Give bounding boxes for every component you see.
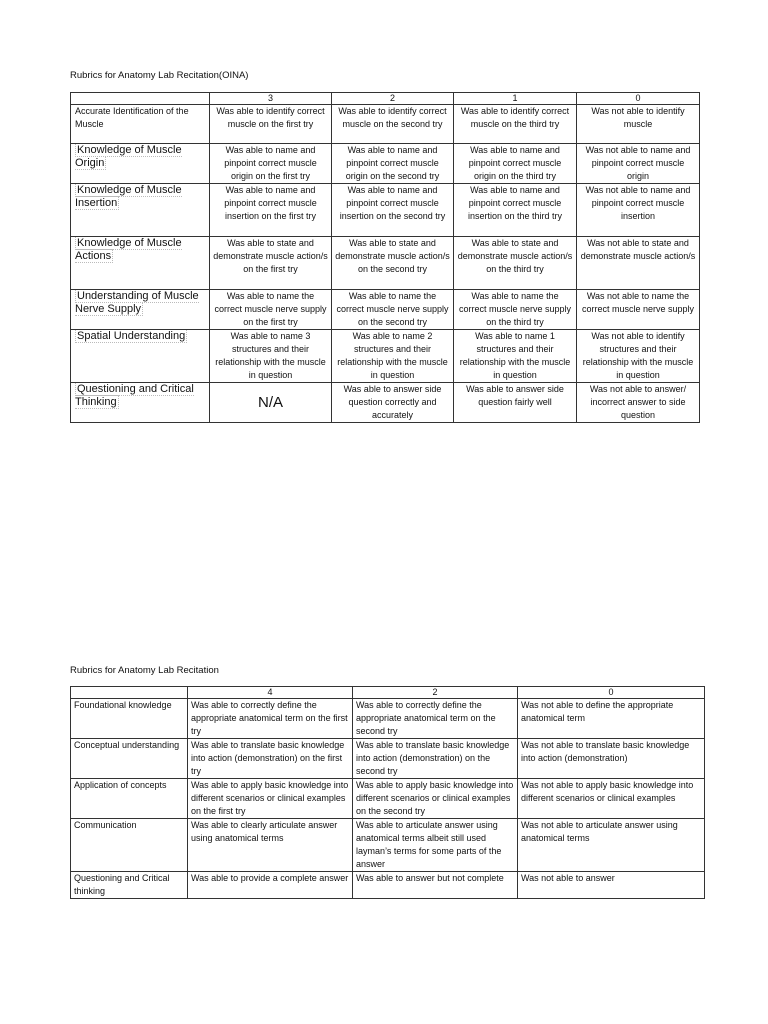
criterion-cell: Questioning and Critical thinking [71, 872, 188, 899]
descriptor-cell: Was not able to name and pinpoint correct muscle insertion [577, 184, 700, 237]
rubric1-header-criterion [71, 93, 210, 105]
descriptor-cell: Was not able to answer [518, 872, 705, 899]
descriptor-cell: Was not able to identify structures and their relationship with the muscle in question [577, 330, 700, 383]
rubric1-table [70, 92, 700, 423]
descriptor-cell: Was able to name and pinpoint correct muscle origin on the second try [332, 144, 454, 184]
criterion-cell: Accurate Identification of the Muscle [71, 105, 210, 144]
descriptor-cell: Was able to translate basic knowledge into action (demonstration) on the second try [353, 739, 518, 779]
table-row [71, 105, 700, 144]
rubric2-header-score-0: 0 [518, 687, 705, 699]
criterion-label: Knowledge of Muscle Insertion [75, 184, 182, 209]
descriptor-cell: Was able to identify correct muscle on the first try [210, 105, 332, 144]
criterion-cell: Application of concepts [71, 779, 188, 819]
table-row [71, 144, 700, 184]
descriptor-cell: Was able to apply basic knowledge into different scenarios or clinical examples on the second try [353, 779, 518, 819]
criterion-cell [71, 290, 210, 330]
descriptor-cell: Was able to identify correct muscle on the second try [332, 105, 454, 144]
rubric1-header-row [71, 93, 700, 105]
descriptor-cell: Was able to correctly define the appropriate anatomical term on the first try [188, 699, 353, 739]
rubric2-header-score-2: 2 [353, 687, 518, 699]
descriptor-cell: Was not able to translate basic knowledge into action (demonstration) [518, 739, 705, 779]
criterion-cell [71, 383, 210, 423]
descriptor-cell: Was able to state and demonstrate muscle action/s on the second try [332, 237, 454, 290]
descriptor-cell: Was able to name and pinpoint correct muscle insertion on the third try [454, 184, 577, 237]
descriptor-cell: Was able to name and pinpoint correct muscle origin on the first try [210, 144, 332, 184]
descriptor-cell: Was not able to answer/ incorrect answer to side question [577, 383, 700, 423]
descriptor-cell: Was able to translate basic knowledge into action (demonstration) on the first try [188, 739, 353, 779]
table-row [71, 237, 700, 290]
criterion-cell [71, 237, 210, 290]
table-row [71, 872, 705, 899]
descriptor-cell: Was able to state and demonstrate muscle action/s on the first try [210, 237, 332, 290]
descriptor-cell: Was able to answer side question correctly and accurately [332, 383, 454, 423]
criterion-label: Understanding of Muscle Nerve Supply [75, 290, 199, 315]
descriptor-cell: Was not able to name the correct muscle nerve supply [577, 290, 700, 330]
descriptor-cell: Was able to name 1 structures and their relationship with the muscle in question [454, 330, 577, 383]
descriptor-cell: Was able to clearly articulate answer using anatomical terms [188, 819, 353, 872]
rubric2-header-score-4: 4 [188, 687, 353, 699]
rubric1-header-score-0: 0 [577, 93, 700, 105]
descriptor-cell: Was not able to name and pinpoint correct muscle origin [577, 144, 700, 184]
descriptor-cell: Was able to articulate answer using anatomical terms albeit still used layman’s terms for some parts of the answer [353, 819, 518, 872]
descriptor-cell: Was able to provide a complete answer [188, 872, 353, 899]
rubric1-title: Rubrics for Anatomy Lab Recitation(OINA) [70, 70, 249, 81]
criterion-cell [71, 144, 210, 184]
descriptor-cell: Was able to state and demonstrate muscle action/s on the third try [454, 237, 577, 290]
descriptor-cell: Was not able to identify muscle [577, 105, 700, 144]
table-row [71, 739, 705, 779]
rubric2-header-row [71, 687, 705, 699]
table-row [71, 699, 705, 739]
descriptor-cell: Was able to apply basic knowledge into different scenarios or clinical examples on the first try [188, 779, 353, 819]
rubric1-header-score-1: 1 [454, 93, 577, 105]
descriptor-cell: Was able to identify correct muscle on the third try [454, 105, 577, 144]
descriptor-cell: Was able to correctly define the appropriate anatomical term on the second try [353, 699, 518, 739]
table-row [71, 330, 700, 383]
descriptor-cell: Was able to name and pinpoint correct muscle origin on the third try [454, 144, 577, 184]
criterion-label: Knowledge of Muscle Origin [75, 144, 182, 169]
descriptor-cell: Was not able to articulate answer using anatomical terms [518, 819, 705, 872]
descriptor-cell: Was able to answer side question fairly well [454, 383, 577, 423]
criterion-cell: Conceptual understanding [71, 739, 188, 779]
criterion-label: Knowledge of Muscle Actions [75, 237, 182, 262]
descriptor-cell: Was able to name and pinpoint correct muscle insertion on the first try [210, 184, 332, 237]
table-row [71, 290, 700, 330]
rubric2-title: Rubrics for Anatomy Lab Recitation [70, 665, 219, 676]
criterion-label: Spatial Understanding [77, 330, 186, 342]
descriptor-cell: Was not able to state and demonstrate muscle action/s [577, 237, 700, 290]
descriptor-cell: Was able to name the correct muscle nerve supply on the first try [210, 290, 332, 330]
descriptor-cell: Was not able to define the appropriate anatomical term [518, 699, 705, 739]
descriptor-cell: Was able to name the correct muscle nerve supply on the third try [454, 290, 577, 330]
rubric1-header-score-3: 3 [210, 93, 332, 105]
descriptor-cell: Was able to name and pinpoint correct muscle insertion on the second try [332, 184, 454, 237]
criterion-cell: Communication [71, 819, 188, 872]
criterion-cell [71, 330, 210, 383]
table-row [71, 779, 705, 819]
table-row [71, 383, 700, 423]
not-applicable-cell: N/A [210, 383, 332, 423]
criterion-cell [71, 184, 210, 237]
criterion-cell: Foundational knowledge [71, 699, 188, 739]
descriptor-cell: Was able to name 2 structures and their relationship with the muscle in question [332, 330, 454, 383]
rubric2-header-criterion [71, 687, 188, 699]
rubric1-header-score-2: 2 [332, 93, 454, 105]
table-row [71, 819, 705, 872]
descriptor-cell: Was able to answer but not complete [353, 872, 518, 899]
descriptor-cell: Was not able to apply basic knowledge into different scenarios or clinical examples [518, 779, 705, 819]
descriptor-cell: Was able to name the correct muscle nerve supply on the second try [332, 290, 454, 330]
descriptor-cell: Was able to name 3 structures and their relationship with the muscle in question [210, 330, 332, 383]
table-row [71, 184, 700, 237]
rubric2-table [70, 686, 705, 899]
criterion-label: Questioning and Critical Thinking [75, 383, 194, 408]
